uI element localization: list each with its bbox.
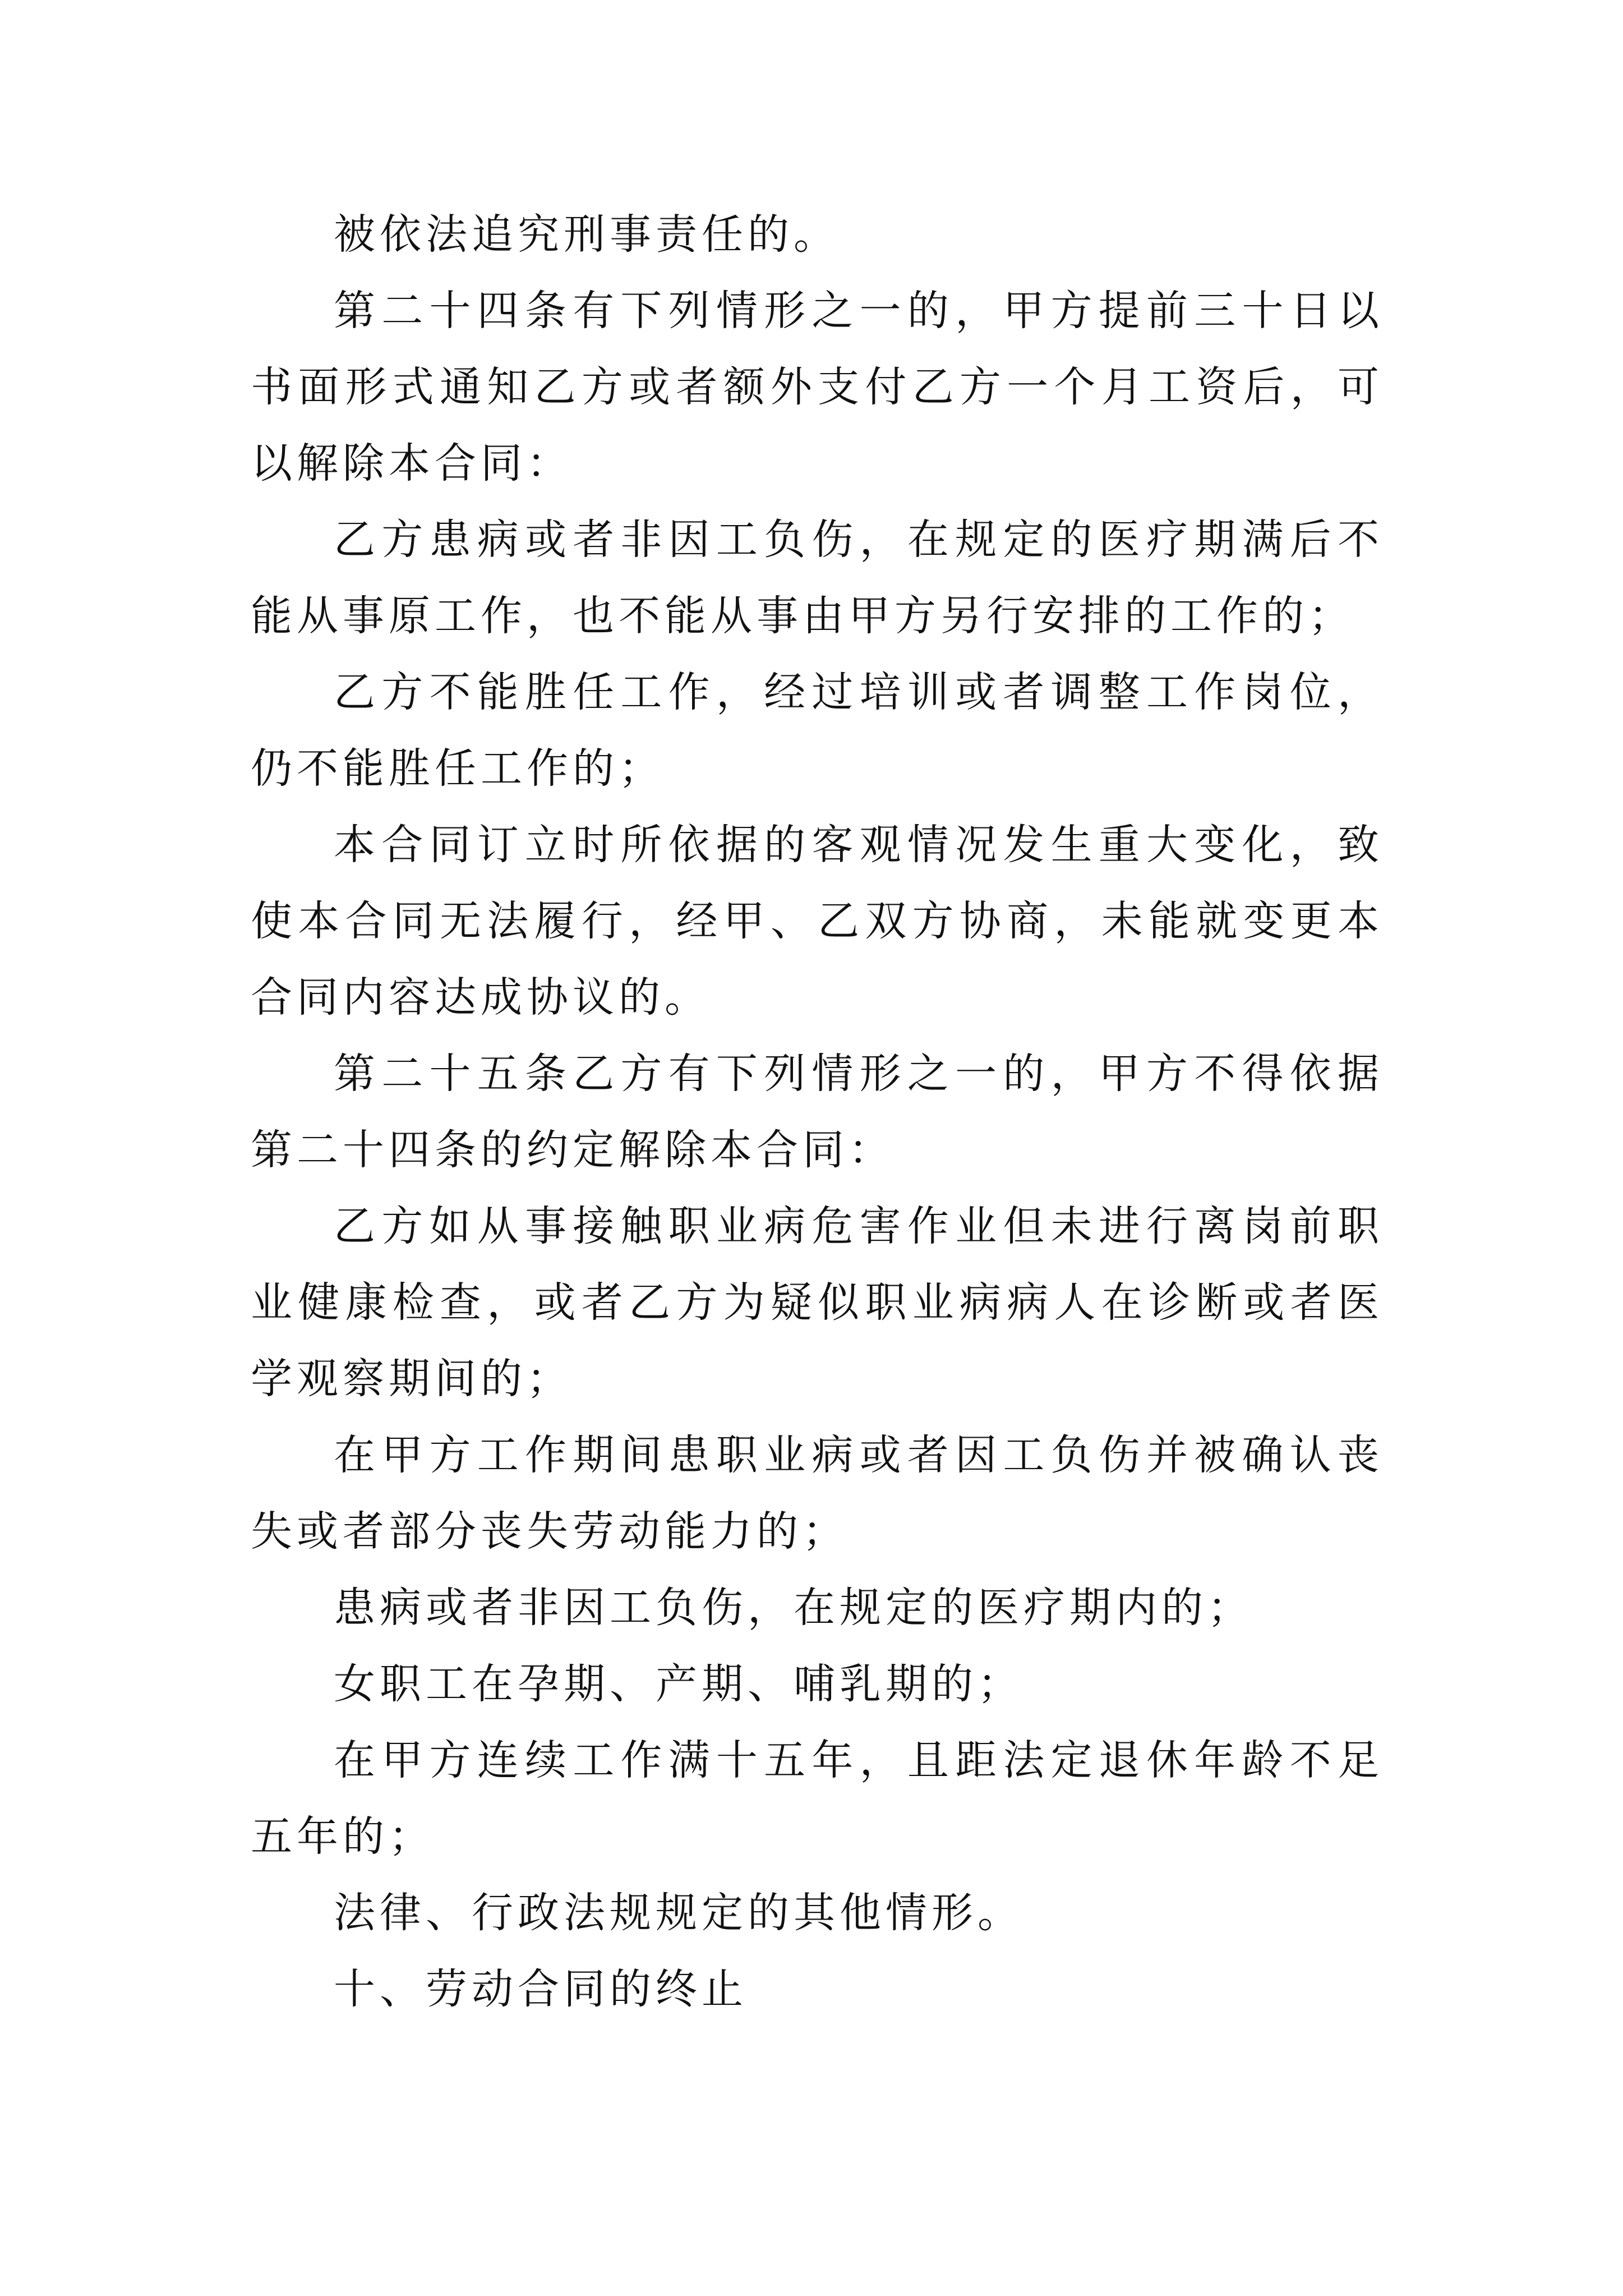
paragraph-other-circumstances: 法律、行政法规规定的其他情形。	[334, 1889, 1023, 1937]
paragraph-article-25: 第二十五条乙方有下列情形之一的，甲方不得依据第二十四条的约定解除本合同：	[251, 1050, 1384, 1174]
paragraph-objective-change: 本合同订立时所依据的客观情况发生重大变化，致使本合同无法履行，经甲、乙双方协商，未能就变更本合同内容达成协议的。	[251, 821, 1384, 1022]
paragraph-medical-period: 患病或者非因工负伤，在规定的医疗期内的；	[334, 1584, 1253, 1632]
paragraph-criminal-liability: 被依法追究刑事责任的。	[334, 210, 840, 259]
paragraph-work-injury: 在甲方工作期间患职业病或者因工负伤并被确认丧失或者部分丧失劳动能力的；	[251, 1431, 1384, 1556]
paragraph-incompetence: 乙方不能胜任工作，经过培训或者调整工作岗位，仍不能胜任工作的；	[251, 668, 1384, 793]
paragraph-female-employee: 女职工在孕期、产期、哺乳期的；	[334, 1660, 1023, 1708]
section-heading-termination: 十、劳动合同的终止	[334, 1965, 748, 2013]
paragraph-occupational-disease-exam: 乙方如从事接触职业病危害作业但未进行离岗前职业健康检查，或者乙方为疑似职业病病人在诊断或者医学观察期间的；	[251, 1202, 1384, 1403]
paragraph-fifteen-years: 在甲方连续工作满十五年，且距法定退休年龄不足五年的；	[251, 1736, 1384, 1861]
paragraph-illness-injury: 乙方患病或者非因工负伤，在规定的医疗期满后不能从事原工作，也不能从事由甲方另行安排的工作的；	[251, 516, 1384, 640]
paragraph-article-24: 第二十四条有下列情形之一的，甲方提前三十日以书面形式通知乙方或者额外支付乙方一个月工资后，可以解除本合同：	[251, 287, 1384, 487]
document-body	[251, 196, 1384, 2027]
